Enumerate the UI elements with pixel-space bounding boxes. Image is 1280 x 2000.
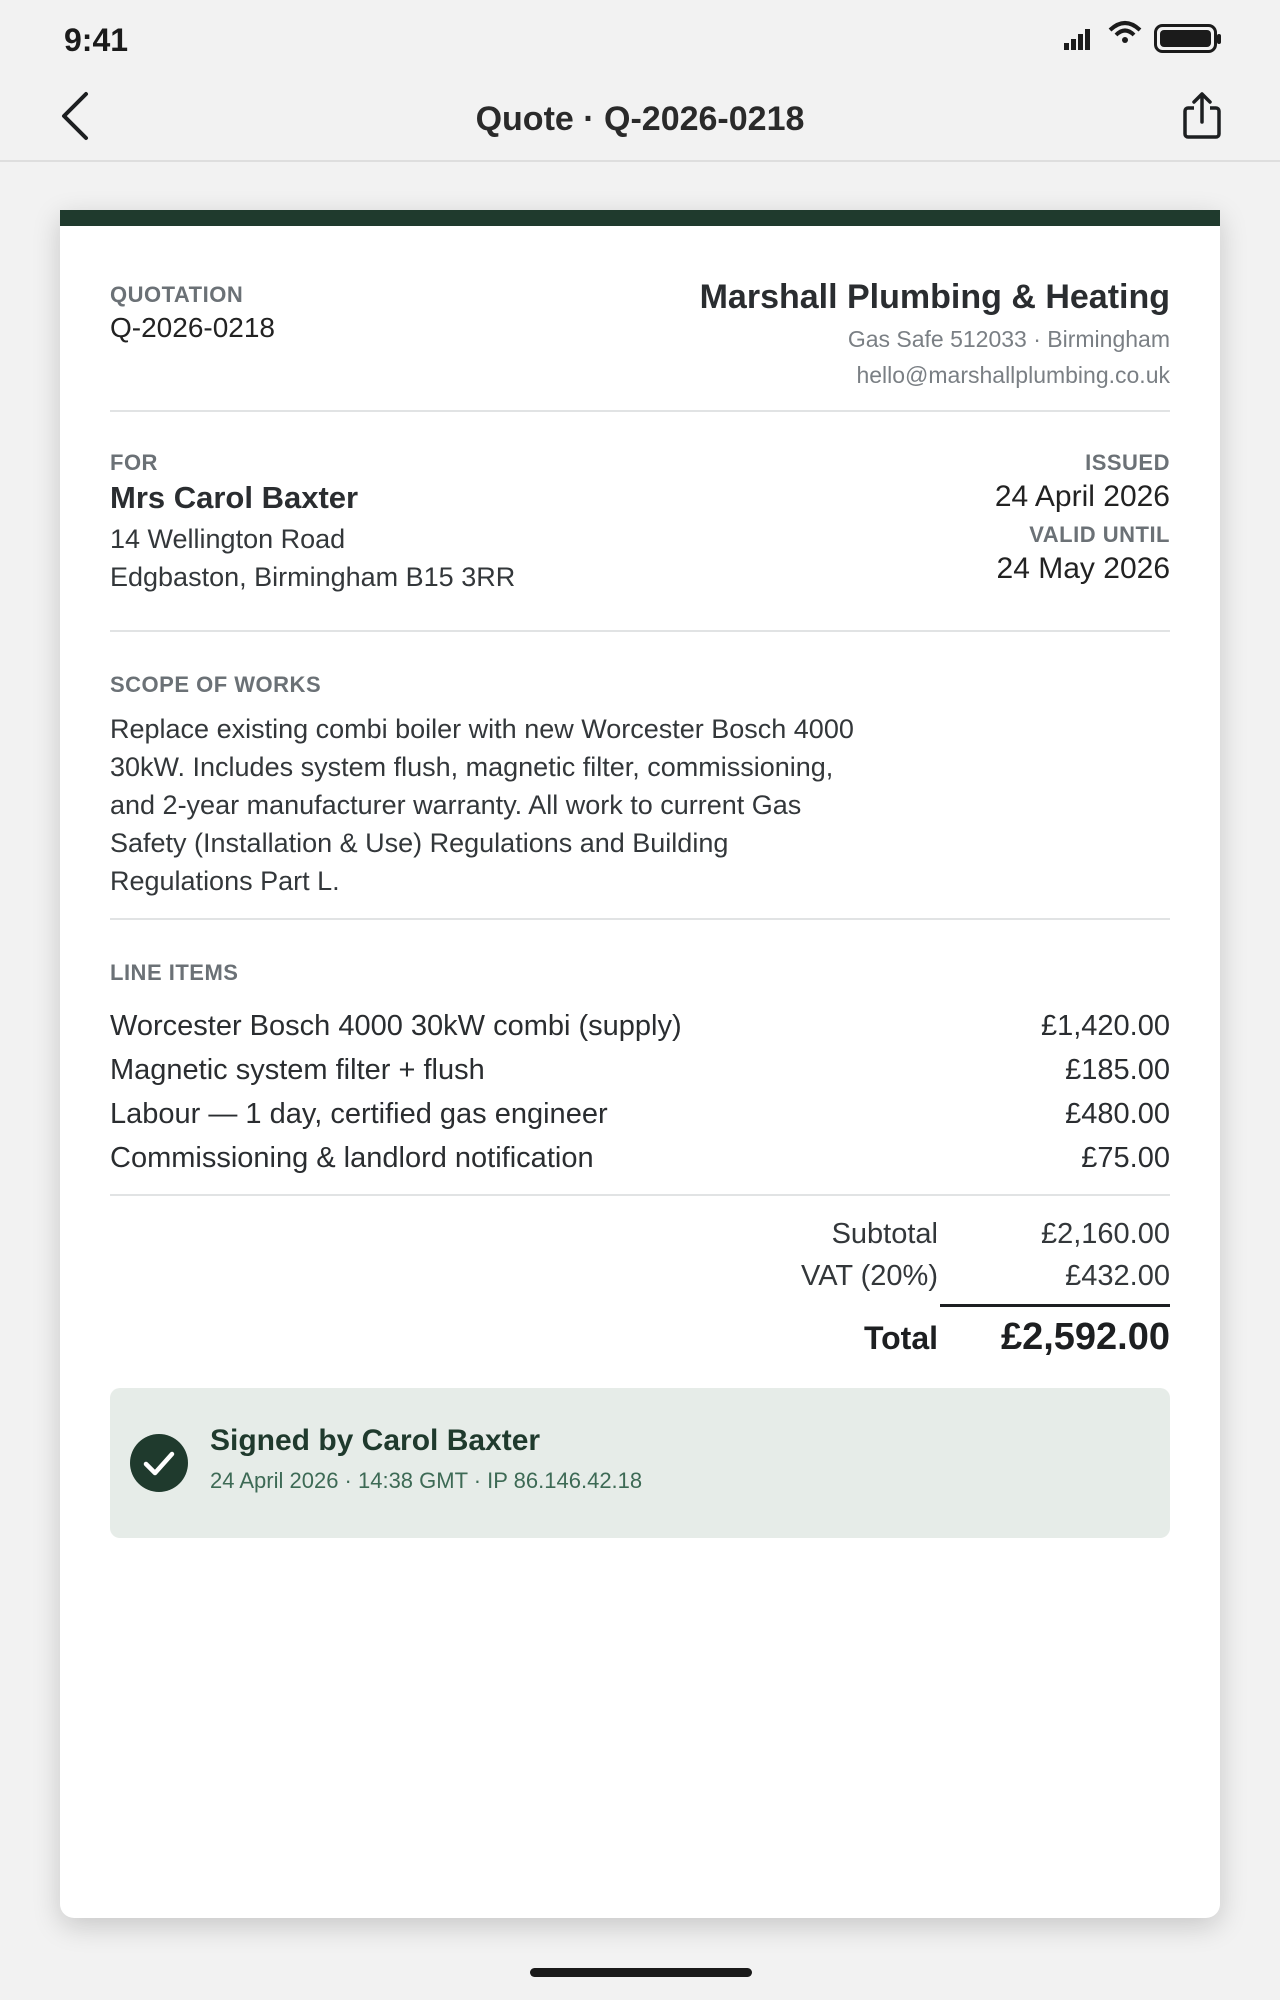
line-items-label: LINE ITEMS (110, 960, 239, 985)
line-item-amount: £1,420.00 (1040, 1009, 1170, 1042)
company-name: Marshall Plumbing & Heating (699, 278, 1170, 316)
line-item-description: Magnetic system filter + flush (110, 1053, 485, 1086)
battery-icon (1154, 24, 1222, 54)
scope-text: Replace existing combi boiler with new Worcester Bosch 4000 30kW. Includes system flush, magnetic filter, commissioning, and 2-year manufacturer warranty. All work to current Gas Safety (Installation & Use) Regulations and Building Regulations Part L. (110, 714, 854, 896)
client-address-line1: 14 Wellington Road (110, 524, 346, 554)
cellular-signal-icon (1064, 28, 1094, 50)
nav-title: Quote · Q-2026-0218 (475, 100, 805, 138)
client-name: Mrs Carol Baxter (110, 480, 359, 515)
signed-by-text: Signed by Carol Baxter (210, 1424, 541, 1457)
scope-label: SCOPE OF WORKS (110, 672, 322, 697)
line-item-amount: £185.00 (1065, 1053, 1170, 1086)
line-items-section (110, 920, 1170, 1194)
line-item-amount: £75.00 (1081, 1141, 1170, 1174)
line-item-description: Labour — 1 day, certified gas engineer (110, 1097, 608, 1130)
total-label: Total (863, 1320, 938, 1356)
client-section (110, 412, 1170, 630)
valid-until-date: 24 May 2026 (996, 552, 1170, 585)
issued-date: 24 April 2026 (994, 480, 1170, 513)
line-items-list (110, 1004, 1170, 1180)
line-item (110, 1092, 1170, 1136)
client-address-line2: Edgbaston, Birmingham B15 3RR (110, 562, 516, 592)
navigation-bar (0, 80, 1280, 162)
signature-confirmation (110, 1388, 1170, 1538)
status-time: 9:41 (64, 22, 129, 58)
checkmark-circle-icon (130, 1434, 188, 1492)
share-button[interactable] (1172, 86, 1232, 146)
share-icon (1172, 86, 1232, 146)
line-item (110, 1136, 1170, 1180)
scope-section (110, 632, 1170, 918)
wifi-icon (1108, 20, 1142, 46)
line-item-description: Commissioning & landlord notification (110, 1141, 594, 1174)
issued-label: ISSUED (1085, 450, 1170, 475)
vat-value: £432.00 (1065, 1260, 1170, 1292)
quote-number: Q-2026-0218 (110, 312, 276, 343)
company-registration: Gas Safe 512033 · Birmingham (847, 326, 1170, 352)
line-item-description: Worcester Bosch 4000 30kW combi (supply) (110, 1009, 682, 1042)
line-item (110, 1004, 1170, 1048)
subtotal-value: £2,160.00 (1040, 1218, 1170, 1250)
line-item-amount: £480.00 (1065, 1097, 1170, 1130)
vat-label: VAT (20%) (801, 1260, 938, 1292)
total-value: £2,592.00 (1000, 1316, 1170, 1358)
status-bar (0, 0, 1280, 80)
home-indicator[interactable] (530, 1968, 752, 1977)
quote-document (60, 210, 1220, 1918)
signature-metadata: 24 April 2026 · 14:38 GMT · IP 86.146.42.18 (210, 1468, 643, 1493)
status-icons (1022, 20, 1222, 60)
card-accent-bar (60, 210, 1220, 226)
subtotal-label: Subtotal (831, 1218, 938, 1250)
for-label: FOR (110, 450, 158, 475)
valid-until-label: VALID UNTIL (1029, 522, 1170, 547)
company-email: hello@marshallplumbing.co.uk (856, 362, 1170, 388)
quote-header (110, 226, 1170, 410)
totals-section (110, 1196, 1170, 1388)
total-rule (940, 1304, 1170, 1307)
quotation-label: QUOTATION (110, 282, 244, 307)
line-item (110, 1048, 1170, 1092)
